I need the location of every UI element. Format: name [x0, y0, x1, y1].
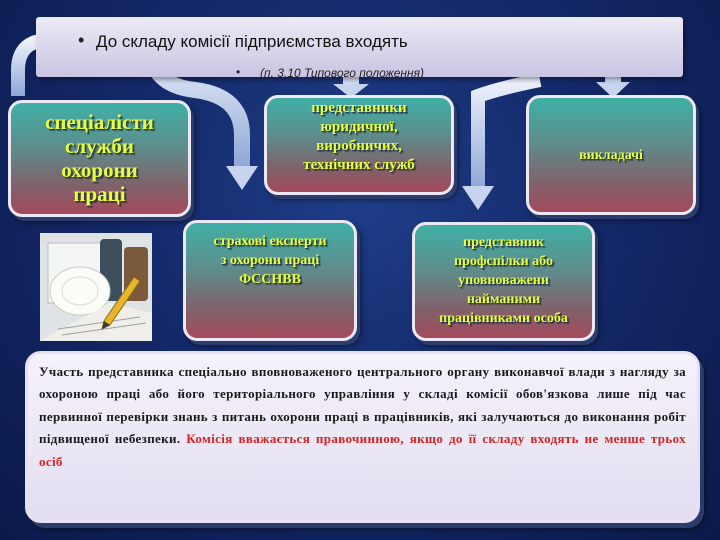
- pencil-and-papers-icon: [40, 233, 152, 341]
- bullet-icon: •: [236, 65, 241, 79]
- box-label: спеціалісти служби охорони праці: [45, 110, 154, 206]
- bullet-icon: •: [78, 30, 85, 50]
- box-service-representatives: [264, 95, 454, 195]
- note-paragraph: [39, 361, 686, 473]
- box-union-representative: [412, 222, 595, 341]
- header-subtitle: (п. 3.10 Типового положення): [260, 66, 425, 80]
- box-label: викладачі: [579, 148, 643, 163]
- header-title-bullet: [78, 30, 408, 52]
- info-note: [25, 351, 700, 523]
- box-safety-specialists: [8, 100, 191, 217]
- header-title: До складу комісії підприємства входять: [96, 32, 408, 51]
- note-text: Участь представника спеціально вповноваженого центрального органу виконавчої влади з нагляду за охороною праці або його територіального управління у складі комісії обов'язкова лише під час первинної перевірки знань з питань охорони праці в працівників, які залучаються до виконання робіт підвищеної небезпеки.: [39, 364, 686, 447]
- box-label: представник профспілки або уповноважени найманими працівниками особа: [439, 235, 568, 326]
- note-highlight: Комісія вважається правочинною, якщо до її складу входять не менше трьох осіб: [39, 431, 686, 469]
- header-subtitle-bullet: [236, 65, 425, 80]
- box-label: представники юридичної, виробничих, технічних служб: [303, 100, 415, 173]
- box-teachers: [526, 95, 696, 215]
- box-insurance-experts: [183, 220, 357, 341]
- box-label: страхові експерти з охорони праці ФССНВВ: [213, 234, 327, 287]
